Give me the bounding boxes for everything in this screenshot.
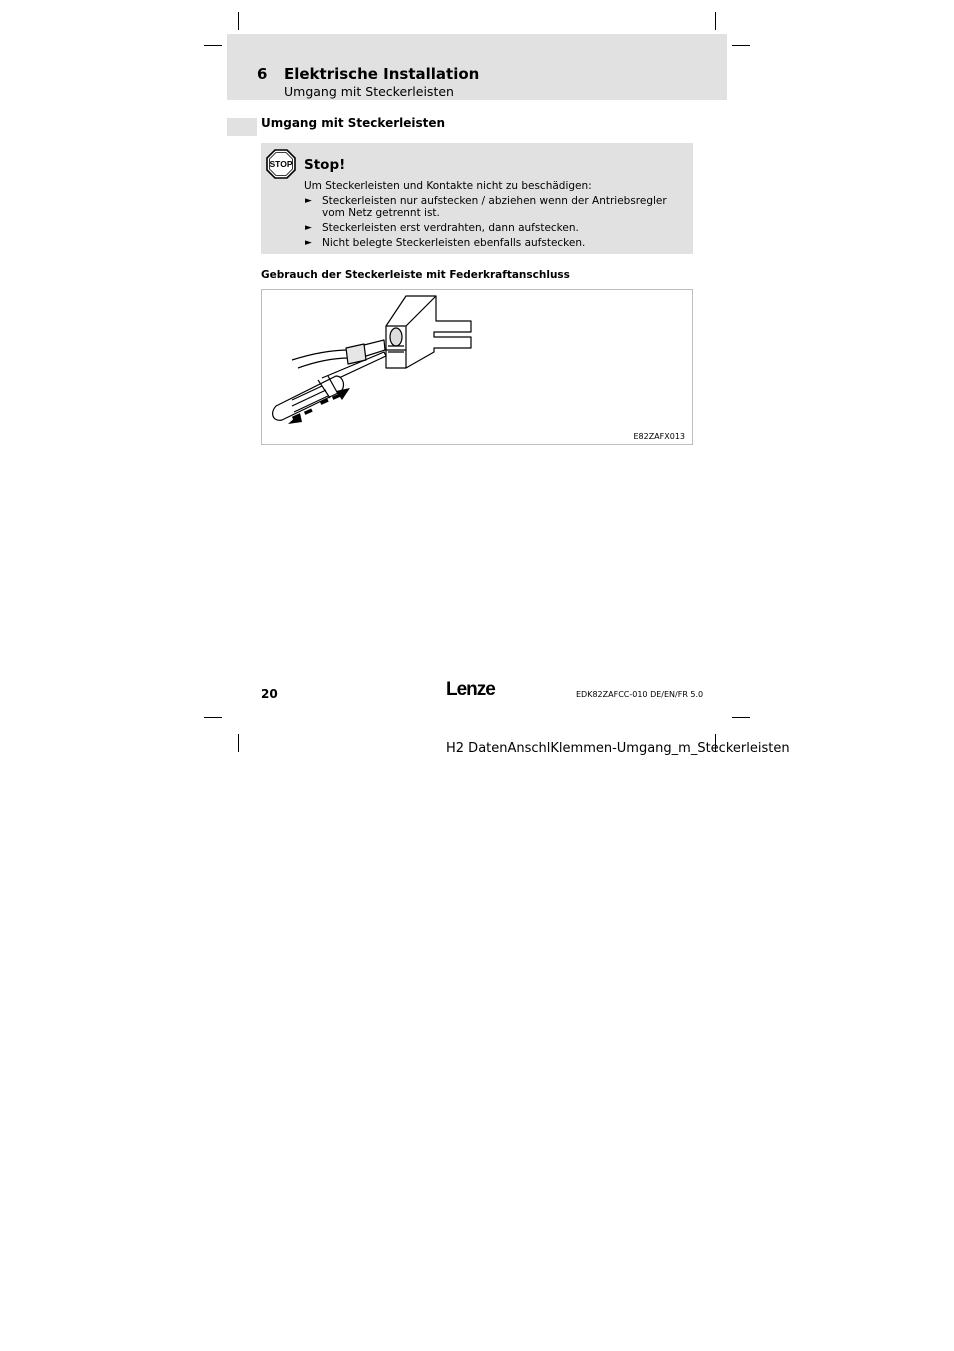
- crop-mark: [238, 12, 239, 30]
- chapter-header: [227, 34, 727, 100]
- spring-terminal-illustration: [262, 290, 694, 446]
- chapter-number: 6: [257, 65, 268, 83]
- list-item: [304, 195, 679, 219]
- crop-mark: [204, 717, 222, 718]
- chapter-title: Elektrische Installation: [284, 65, 480, 83]
- figure-heading: Gebrauch der Steckerleiste mit Federkraftanschluss: [261, 269, 570, 281]
- crop-mark: [204, 45, 222, 46]
- list-item-text: Nicht belegte Steckerleisten ebenfalls aufstecken.: [322, 237, 586, 249]
- lenze-logo: Lenze: [446, 679, 495, 700]
- stop-list: [304, 195, 679, 252]
- section-title: Umgang mit Steckerleisten: [261, 116, 446, 130]
- stop-sign-icon: [266, 149, 296, 179]
- document-id: EDK82ZAFCC-010 DE/EN/FR 5.0: [576, 690, 704, 699]
- list-item-text: Steckerleisten nur aufstecken / abziehen wenn der Antriebsregler vom Netz getrennt ist.: [322, 195, 667, 219]
- bullet-arrow-icon: ►: [305, 238, 312, 248]
- crop-mark: [732, 717, 750, 718]
- stop-title: Stop!: [304, 157, 346, 173]
- bullet-arrow-icon: ►: [305, 223, 312, 233]
- crop-mark: [238, 734, 239, 752]
- chapter-subtitle: Umgang mit Steckerleisten: [284, 84, 454, 99]
- stop-sign-text: STOP: [269, 159, 293, 169]
- page-number: 20: [261, 687, 278, 701]
- stop-warning-box: [261, 143, 693, 254]
- crop-mark: [732, 45, 750, 46]
- list-item: [304, 237, 679, 249]
- figure-code: E82ZAFX013: [633, 432, 685, 441]
- figure-frame: [261, 289, 693, 445]
- source-path-label: H2 DatenAnschlKlemmen-Umgang_m_Steckerleisten: [446, 741, 790, 756]
- section-marker: [227, 118, 257, 136]
- bullet-arrow-icon: ►: [305, 196, 312, 206]
- list-item: [304, 222, 679, 234]
- stop-intro: Um Steckerleisten und Kontakte nicht zu beschädigen:: [304, 180, 592, 192]
- list-item-text: Steckerleisten erst verdrahten, dann aufstecken.: [322, 222, 579, 234]
- crop-mark: [715, 12, 716, 30]
